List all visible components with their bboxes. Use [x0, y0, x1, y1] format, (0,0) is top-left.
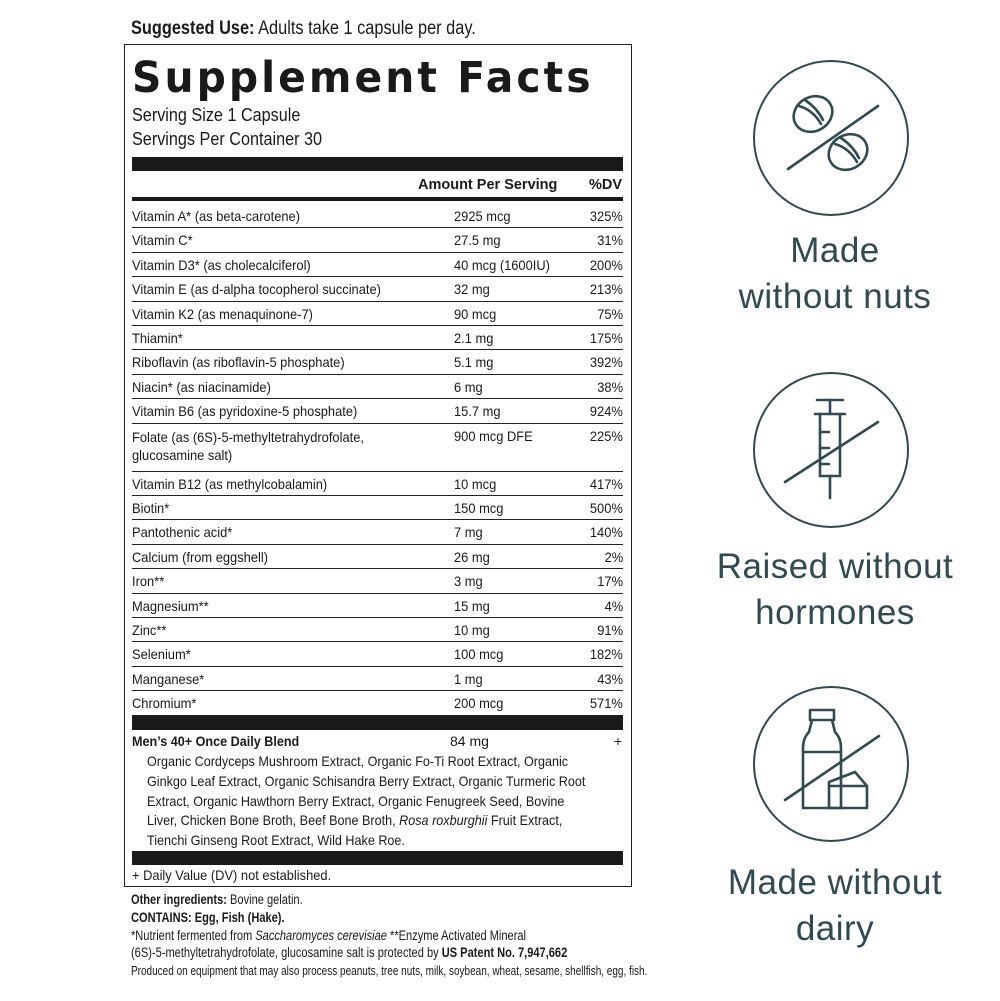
nutrient-dv: 924%: [590, 403, 623, 420]
suggested-use-label: Suggested Use:: [131, 18, 255, 39]
table-row: [132, 253, 623, 277]
thick-divider: [132, 157, 623, 171]
nutrient-name: Niacin* (as niacinamide): [132, 378, 271, 395]
caption-line: hormones: [755, 593, 915, 632]
nutrient-dv: 571%: [590, 695, 623, 712]
nutrient-dv: 38%: [597, 378, 623, 395]
contains-statement: CONTAINS: Egg, Fish (Hake).: [131, 910, 285, 925]
nutrient-dv: 2%: [604, 548, 623, 565]
milk-cheese-crossed-icon: [755, 688, 906, 839]
nutrient-amount: 26 mg: [454, 548, 490, 565]
caption-line: without nuts: [738, 277, 932, 316]
nutrient-amount: 150 mcg: [454, 500, 504, 516]
thick-divider: [132, 716, 623, 730]
nutrient-name: Biotin*: [132, 500, 170, 516]
blend-dv: +: [613, 733, 622, 749]
dv-note: + Daily Value (DV) not established.: [132, 867, 332, 883]
allergen-note: Produced on equipment that may also process peanuts, tree nuts, milk, soybean, wheat, sesame, shellfish, egg, fish.: [131, 964, 648, 978]
suggested-use-text: Adults take 1 capsule per day.: [254, 18, 476, 39]
suggested-use: [131, 18, 476, 40]
serving-size: Serving Size 1 Capsule: [132, 105, 301, 125]
header-divider: [132, 197, 623, 201]
nutrient-dv: 75%: [597, 305, 623, 322]
nutrient-name: Thiamin*: [132, 330, 183, 346]
table-row: [132, 277, 623, 301]
nutrient-name: Riboflavin (as riboflavin-5 phosphate): [132, 354, 345, 371]
footnote-2: [131, 945, 567, 960]
table-row: [132, 399, 623, 423]
nutrient-name: Vitamin C*: [132, 232, 193, 249]
table-row: [132, 472, 623, 496]
nutrient-name: Vitamin B12 (as methylcobalamin): [132, 475, 328, 492]
no-hormones-badge: [753, 372, 909, 528]
blend-ingredients-text: Fruit Extract, Tienchi Ginseng Root Extract, Wild Hake Roe.: [147, 812, 563, 849]
nutrient-dv: 325%: [590, 208, 623, 224]
table-row: [132, 350, 623, 374]
nutrient-amount: 10 mcg: [454, 475, 497, 492]
col-amount-header: Amount Per Serving: [418, 177, 558, 193]
nutrient-amount: 27.5 mg: [454, 232, 501, 249]
nutrient-name: Vitamin B6 (as pyridoxine-5 phosphate): [132, 403, 358, 420]
syringe-crossed-icon: [755, 374, 906, 525]
table-row: [132, 569, 623, 593]
nutrient-amount: 900 mcg DFE: [454, 427, 533, 444]
nutrient-name: Chromium*: [132, 695, 197, 712]
nutrient-name: Vitamin D3* (as cholecalciferol): [132, 256, 311, 273]
nutrient-amount: 3 mg: [454, 573, 483, 590]
badge-caption: [690, 228, 980, 320]
nutrient-dv: 200%: [590, 256, 623, 273]
table-row: [132, 424, 623, 472]
nutrient-amount: 1 mg: [454, 670, 483, 687]
badge-caption: [690, 860, 980, 952]
nutrient-amount: 200 mcg: [454, 695, 504, 712]
nutrient-dv: 175%: [590, 330, 623, 346]
blend-ingredients-text: Organic Cordyceps Mushroom Extract, Organic Fo-Ti Root Extract, Organic Ginkgo Leaf Extract, Organic Schisandra Berry Extract, Organic Turmeric Root Extract, Organic Hawthorn Berry Extract, Organic Fenugreek Seed, Bovine Liver, Chicken Bone Broth, Beef Bone Broth,: [147, 753, 586, 829]
nutrient-dv: 4%: [604, 597, 623, 614]
nutrient-name: Iron**: [132, 573, 165, 590]
nutrient-name: Vitamin E (as d-alpha tocopherol succinate): [132, 281, 381, 298]
nutrient-name: Vitamin A* (as beta-carotene): [132, 208, 301, 224]
nutrient-amount: 2.1 mg: [454, 330, 494, 346]
other-ingredients-label: Other ingredients:: [131, 892, 227, 907]
nutrient-dv: 182%: [590, 646, 623, 663]
nutrient-amount: 40 mcg (1600IU): [454, 256, 550, 273]
nutrient-dv: 392%: [590, 354, 623, 371]
col-dv-header: %DV: [588, 177, 622, 193]
nutrient-dv: 140%: [590, 524, 623, 541]
other-ingredients: [131, 892, 303, 907]
footnote-italic: Saccharomyces cerevisiae: [255, 928, 387, 943]
nutrient-amount: 10 mg: [454, 622, 490, 638]
other-ingredients-text: Bovine gelatin.: [226, 892, 303, 907]
nutrient-dv: 213%: [590, 281, 623, 298]
no-nuts-badge: [753, 60, 909, 216]
caption-line: Made: [790, 231, 880, 270]
nutrient-dv: 500%: [590, 500, 623, 516]
blend-amount: 84 mg: [450, 733, 489, 749]
peanut-crossed-icon: [755, 62, 906, 213]
caption-line: Raised without: [716, 547, 954, 586]
patent-number: US Patent No. 7,947,662: [441, 945, 568, 960]
nutrient-dv: 225%: [590, 427, 623, 444]
table-row: [132, 302, 623, 326]
nutrient-amount: 2925 mcg: [454, 208, 511, 224]
nutrient-dv: 31%: [597, 232, 623, 249]
table-row: [132, 618, 623, 642]
nutrient-name: Pantothenic acid*: [132, 524, 233, 541]
nutrient-name: Zinc**: [132, 622, 167, 638]
table-row: [132, 667, 623, 691]
nutrient-name: Manganese*: [132, 670, 205, 687]
nutrient-amount: 32 mg: [454, 281, 490, 298]
table-row: [132, 545, 623, 569]
table-row: [132, 204, 623, 228]
table-row: [132, 375, 623, 399]
table-row: [132, 496, 623, 520]
thick-divider: [132, 851, 623, 865]
no-dairy-badge: [753, 686, 909, 842]
panel-title: Supplement Facts: [132, 53, 594, 103]
footnote-text: **Enzyme Activated Mineral: [386, 928, 527, 943]
footnote-1: [131, 928, 526, 943]
supplement-facts-panel: [124, 44, 632, 887]
table-row: [132, 228, 623, 252]
blend-ingredients: [147, 752, 597, 851]
nutrient-dv: 17%: [597, 573, 623, 590]
table-row: [132, 326, 623, 350]
nutrient-name: Vitamin K2 (as menaquinone-7): [132, 305, 313, 322]
nutrient-amount: 5.1 mg: [454, 354, 494, 371]
caption-line: Made without: [727, 863, 943, 902]
nutrient-dv: 43%: [597, 670, 623, 687]
nutrient-amount: 7 mg: [454, 524, 483, 541]
footnote-text: (6S)-5-methyltetrahydrofolate, glucosamine salt is protected by: [131, 945, 442, 960]
table-row: [132, 594, 623, 618]
nutrient-name: Magnesium**: [132, 597, 209, 614]
nutrient-name: Selenium*: [132, 646, 191, 663]
nutrient-amount: 6 mg: [454, 378, 483, 395]
nutrient-name: Folate (as (6S)-5-methyltetrahydrofolate, glucosamine salt): [132, 428, 364, 463]
nutrient-name: Calcium (from eggshell): [132, 548, 269, 565]
nutrient-dv: 417%: [590, 475, 623, 492]
nutrient-amount: 90 mcg: [454, 305, 497, 322]
footnote-text: *Nutrient fermented from: [131, 928, 256, 943]
nutrient-dv: 91%: [597, 622, 623, 638]
table-row: [132, 642, 623, 666]
blend-ingredients-italic: Rosa roxburghii: [399, 812, 488, 829]
nutrient-amount: 15.7 mg: [454, 403, 501, 420]
table-row: [132, 520, 623, 544]
nutrient-amount: 15 mg: [454, 597, 490, 614]
table-row: [132, 691, 623, 715]
caption-line: dairy: [795, 909, 875, 948]
badge-caption: [690, 544, 980, 636]
blend-name: Men’s 40+ Once Daily Blend: [132, 733, 300, 749]
nutrient-amount: 100 mcg: [454, 646, 504, 663]
servings-per-container: Servings Per Container 30: [132, 129, 323, 149]
